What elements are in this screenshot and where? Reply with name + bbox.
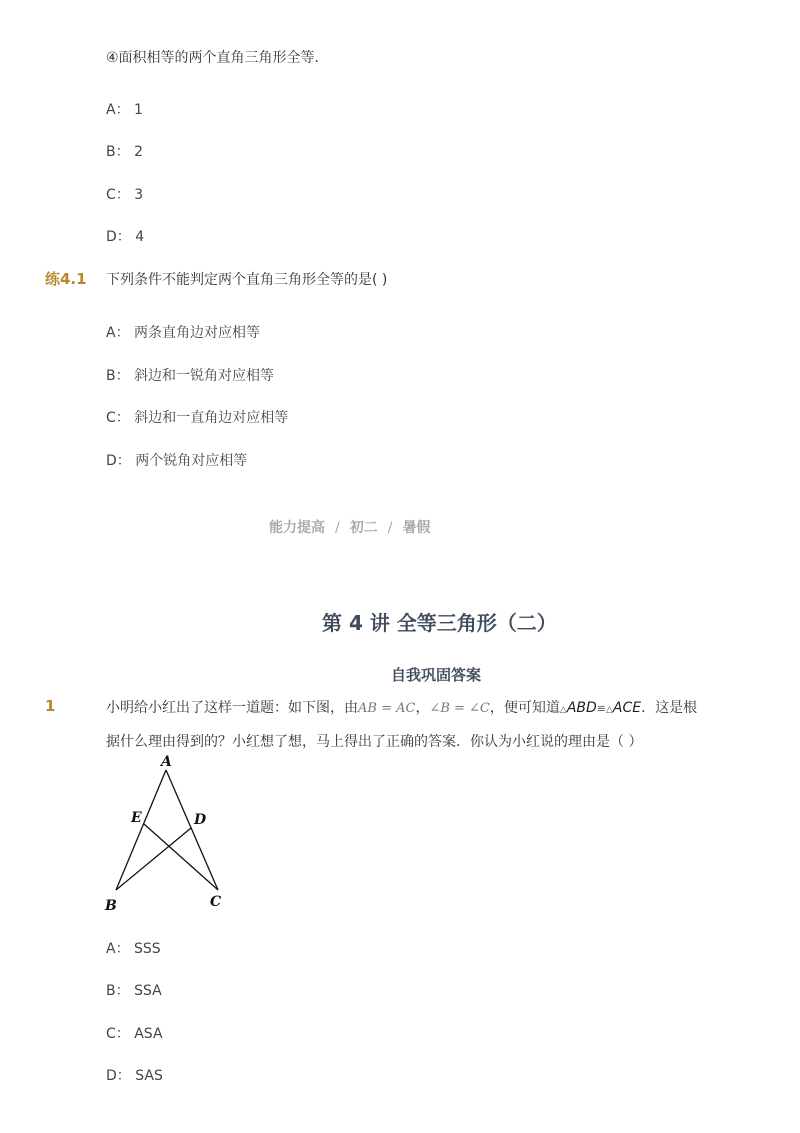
option-text: SAS	[135, 1068, 163, 1084]
option-text: SSA	[134, 983, 162, 999]
option-letter: A：	[106, 325, 130, 341]
math-angle-b-eq-c: ∠B = ∠C	[429, 701, 490, 716]
lesson-title: 第 4 讲 全等三角形（二）	[322, 611, 557, 635]
option-letter: B：	[106, 368, 130, 384]
label-d: D	[194, 812, 207, 828]
q1-option-c[interactable]	[106, 1023, 163, 1043]
segment-bd	[116, 828, 191, 890]
practice-question: 下列条件不能判定两个直角三角形全等的是( )	[106, 272, 388, 288]
side-ab	[116, 770, 166, 890]
label-c: C	[210, 894, 222, 910]
option-text: 3	[134, 187, 144, 203]
q1-option-b[interactable]	[106, 980, 162, 1000]
statement-4: ④面积相等的两个直角三角形全等．	[106, 50, 329, 66]
option-text: 4	[135, 229, 145, 245]
q1-option-d[interactable]	[106, 1065, 163, 1085]
option-letter: B：	[106, 983, 130, 999]
option-c[interactable]	[106, 184, 143, 204]
option-text: 2	[134, 144, 143, 160]
option-text: 两条直角边对应相等	[134, 325, 261, 341]
question-number: 1	[45, 697, 56, 715]
math-abd: ABD	[566, 700, 597, 716]
question-line-2: 据什么理由得到的？小红想了想，马上得出了正确的答案．你认为小红说的理由是（ ）	[106, 734, 643, 750]
question-line-1	[106, 697, 697, 717]
option-letter: B：	[106, 144, 130, 160]
practice-tag: 练4.1	[45, 270, 87, 288]
option-text: 斜边和一锐角对应相等	[134, 368, 275, 384]
side-ac	[166, 770, 218, 890]
practice-option-d[interactable]	[106, 450, 247, 470]
question-text: ．这是根	[641, 700, 698, 716]
math-ace: ACE	[612, 700, 642, 716]
page-footer	[269, 517, 430, 537]
comma: ，	[415, 700, 430, 716]
option-text: 两个锐角对应相等	[135, 453, 248, 469]
footer-part-3: 暑假	[402, 520, 431, 536]
option-text: ASA	[134, 1026, 163, 1042]
label-a: A	[161, 754, 172, 770]
option-letter: A：	[106, 102, 130, 118]
option-text: 1	[134, 102, 143, 118]
footer-part-2: 初二	[349, 520, 378, 536]
option-letter: D：	[106, 1068, 131, 1084]
option-text: SSS	[134, 941, 161, 957]
option-text: 斜边和一直角边对应相等	[134, 410, 289, 426]
congruent-symbol: ≌	[596, 702, 606, 715]
question-text: 小明给小红出了这样一道题：如下图，由	[106, 700, 358, 716]
label-e: E	[131, 810, 142, 826]
practice-option-c[interactable]	[106, 407, 288, 427]
footer-separator: /	[335, 520, 340, 536]
option-b[interactable]	[106, 141, 143, 161]
practice-option-b[interactable]	[106, 365, 274, 385]
option-letter: A：	[106, 941, 130, 957]
math-ab-eq-ac: AB = AC	[358, 701, 416, 716]
option-letter: C：	[106, 410, 130, 426]
question-text: ，便可知道	[489, 700, 560, 716]
practice-option-a[interactable]	[106, 322, 260, 342]
section-title: 自我巩固答案	[391, 666, 482, 684]
option-letter: C：	[106, 1026, 130, 1042]
triangle-figure	[100, 750, 230, 920]
option-d[interactable]	[106, 226, 144, 246]
triangle-symbol: △	[559, 705, 567, 715]
option-a[interactable]	[106, 99, 143, 119]
triangle-symbol: △	[606, 705, 613, 715]
option-letter: D：	[106, 453, 131, 469]
label-b: B	[105, 898, 117, 914]
footer-separator: /	[387, 520, 393, 536]
footer-part-1: 能力提高	[269, 520, 325, 536]
option-letter: C：	[106, 187, 130, 203]
q1-option-a[interactable]	[106, 938, 161, 958]
option-letter: D：	[106, 229, 131, 245]
